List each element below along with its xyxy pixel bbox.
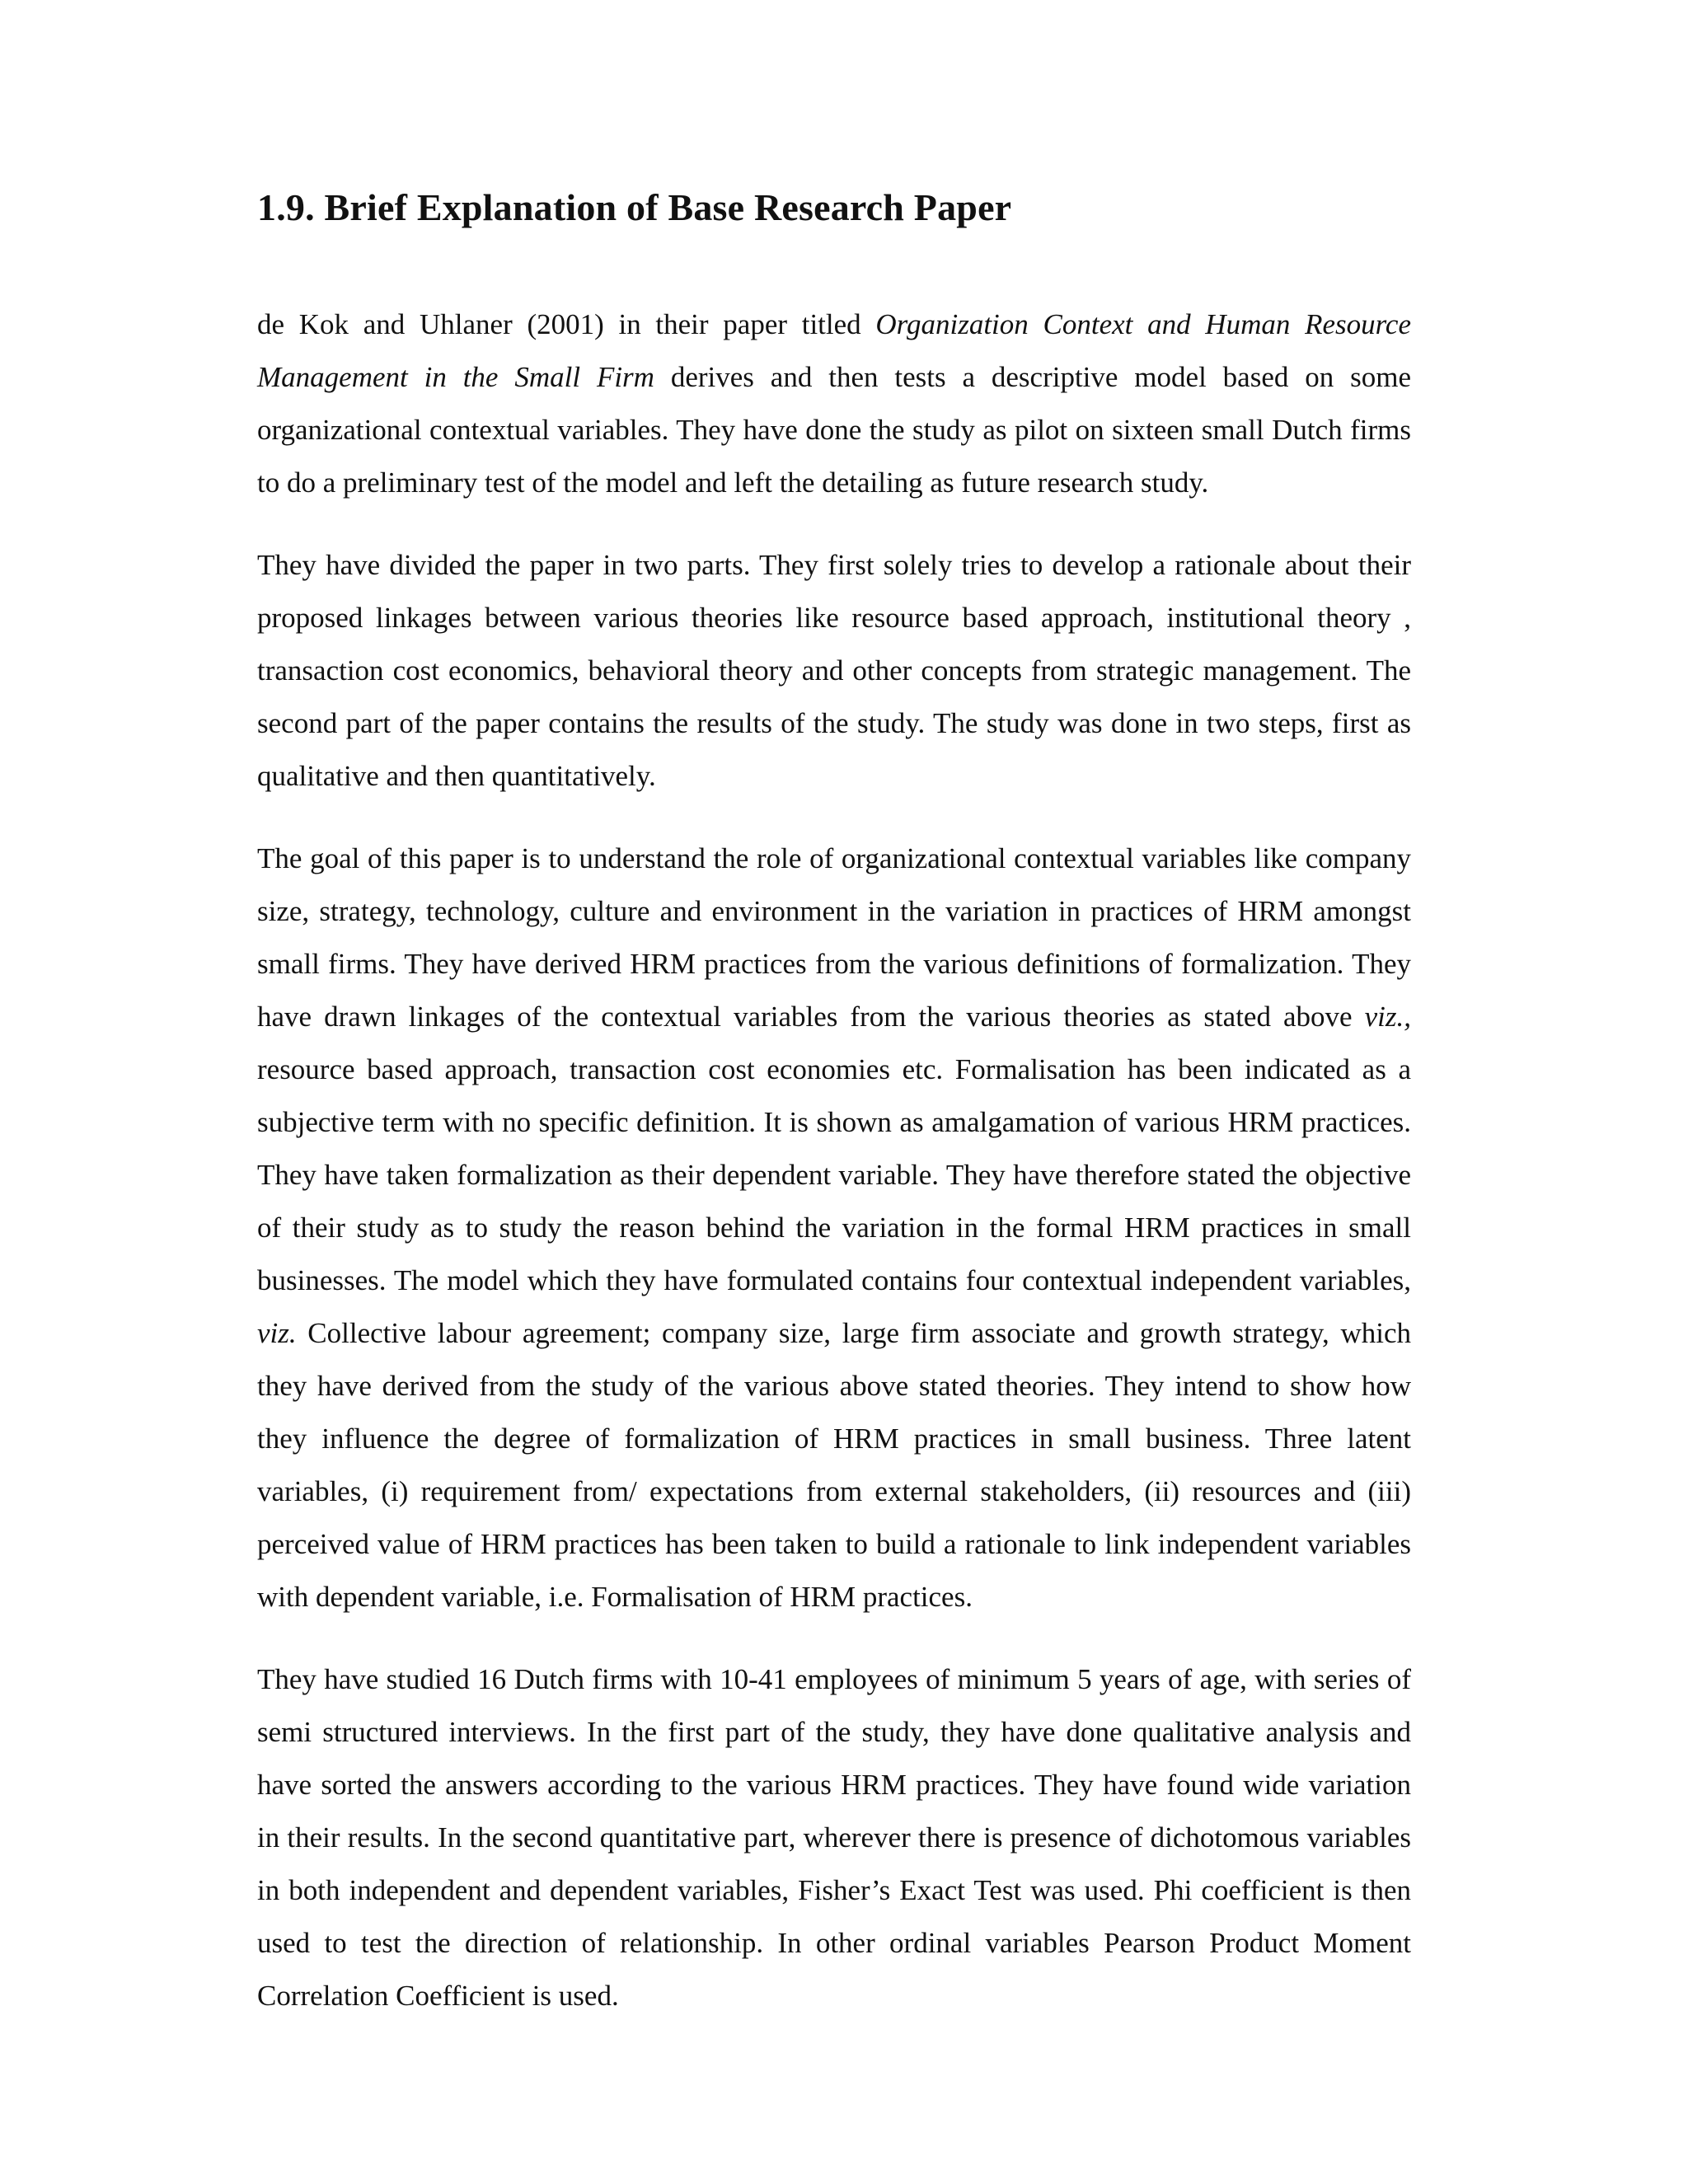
document-page bbox=[257, 183, 1411, 2052]
paragraph-2: They have divided the paper in two parts. They first solely tries to develop a rationale about their proposed linkages between various theories like resource based approach, institutional theory , transaction cost economics, behavioral theory and other concepts from strategic management. The second part of the paper contains the results of the study. The study was done in two steps, first as qualitative and then quantitatively. bbox=[257, 549, 1411, 792]
paragraph-3-text-e: Collective labour agreement; company size, large firm associate and growth strategy, which they have derived from the study of the various above stated theories. They intend to show how they influence the degree of formalization of HRM practices in small business. Three latent variables, (i) requirement from/ expectations from external stakeholders, (ii) resources and (iii) perceived value of HRM practices has been taken to build a rationale to link independent variables with dependent variable, i.e. Formalisation of HRM practices. bbox=[257, 1317, 1411, 1613]
viz-italic-2: viz. bbox=[257, 1317, 297, 1349]
paragraph-1-text-a: de Kok and Uhlaner (2001) in their paper titled bbox=[257, 308, 876, 340]
paragraph-3 bbox=[257, 832, 1411, 1624]
section-heading: 1.9. Brief Explanation of Base Research Paper bbox=[257, 186, 1012, 228]
paragraph-3-text-a: The goal of this paper is to understand the role of organizational contextual variables like company size, strategy, technology, culture and environment in the variation in practices of HRM amongst small firms. They have derived HRM practices from the various definitions of formalization. They have drawn linkages of the contextual variables from the various theories as stated above bbox=[257, 842, 1411, 1033]
paragraph-1 bbox=[257, 298, 1411, 509]
paragraph-1-text-c: derives and then tests a descriptive model based on some organizational contextual variables. They have done the study as pilot on sixteen small Dutch firms to do a preliminary test of the model and left the detailing as future research study. bbox=[257, 361, 1412, 499]
paragraph-3-text-c: resource based approach, transaction cost economies etc. Formalisation has been indicated as a subjective term with no specific definition. It is shown as amalgamation of various HRM practices. They have taken formalization as their dependent variable. They have therefore stated the objective of their study as to study the reason behind the variation in the formal HRM practices in small businesses. The model which they have formulated contains four contextual independent variables, bbox=[257, 1053, 1411, 1296]
paper-title-italic: Organization Context and Human Resource Management in the Small Firm bbox=[257, 308, 1412, 393]
viz-italic-1: viz., bbox=[1364, 1001, 1411, 1033]
paragraph-4: They have studied 16 Dutch firms with 10-41 employees of minimum 5 years of age, with series of semi structured interviews. In the first part of the study, they have done qualitative analysis and have sorted the answers according to the various HRM practices. They have found wide variation in their results. In the second quantitative part, wherever there is presence of dichotomous variables in both independent and dependent variables, Fisher’s Exact Test was used. Phi coefficient is then used to test the direction of relationship. In other ordinal variables Pearson Product Moment Correlation Coefficient is used. bbox=[257, 1663, 1411, 2012]
